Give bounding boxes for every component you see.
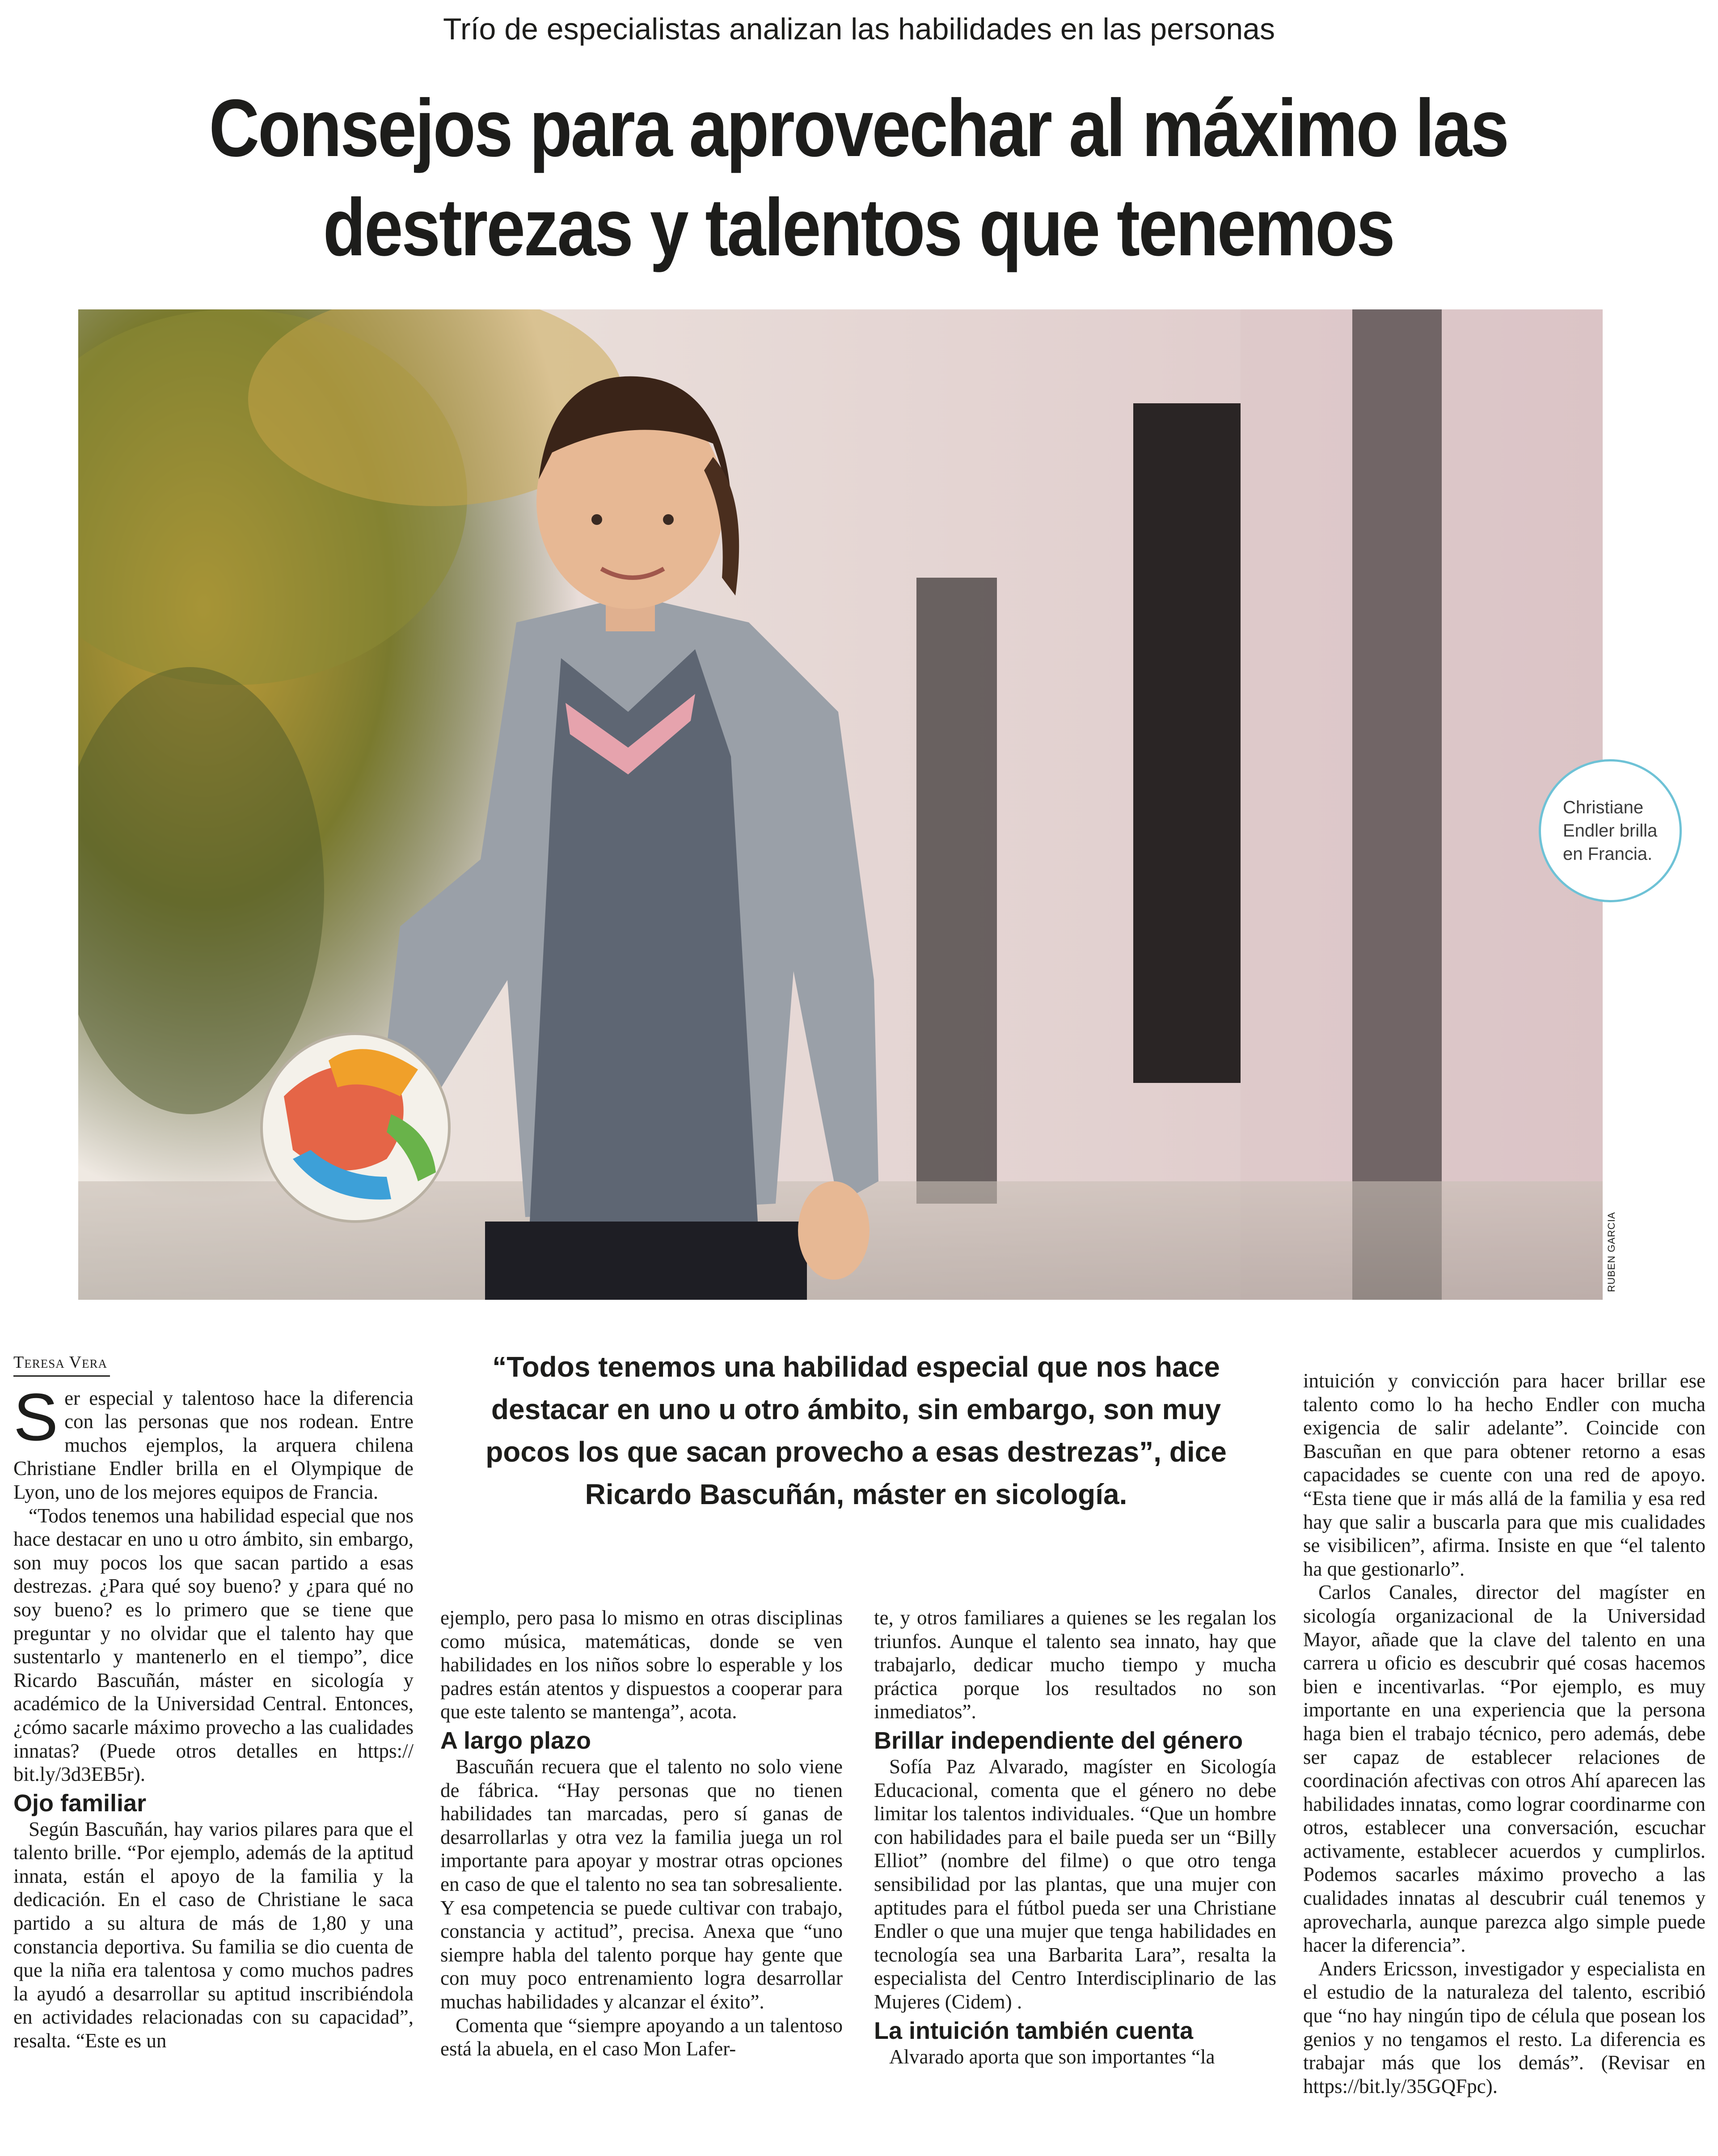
headline-line-1: Consejos para aprovechar al máximo las [209, 82, 1508, 173]
paragraph: intuición y convicción para hacer brillar ese talento como lo ha hecho Endler con mucha exigencia de salir adelante”. Coincide con Bascuñan en que para obtener retorno a esas capacidades se cuente con una red de apoyo. “Esta tiene que ir más allá de la familia y esa red hay que salir a buscarla para que mis cualidades se visibilicen”, afirma. Insiste en que “el talento ha que gestionarlo”. [1303, 1370, 1705, 1580]
drop-cap: S [13, 1379, 59, 1454]
photo-caption: Christiane Endler brilla en Francia. [1563, 798, 1658, 864]
paragraph: “Todos tenemos una habilidad especial que nos hace destacar en uno u otro ámbito, sin embargo, son muy pocos los que sacan partido a esas destrezas. ¿Para qué soy bueno? y ¿para qué no soy bueno? es lo primero que se tiene que preguntar y no olvidar que el talento hay que sustentarlo y mantenerlo en el tiempo”, dice Ricardo Bascuñán, máster en sicología y académico de la Universidad Central. Entonces, ¿cómo sacarle máximo provecho a las cualidades innatas? (Puede otros detalles en https:// bit.ly/3d3EB5r). [13, 1504, 414, 1786]
paragraph: te, y otros familiares a quienes se les regalan los triunfos. Aunque el talento sea innato, hay que trabajarlo, dedicar mucho tiempo y mucha práctica porque los resultados no son inmediatos”. [874, 1606, 1276, 1723]
window-bars [1133, 403, 1241, 1083]
window-bars [916, 578, 997, 1204]
paragraph: Alvarado aporta que son importantes “la [889, 2045, 1215, 2068]
paragraph: Comenta que “siempre apoyando a un talentoso está la abuela, en el caso Mon Lafer- [440, 2014, 843, 2060]
section-heading: La intuición también cuenta [874, 2017, 1194, 2044]
section-heading: Brillar independiente del género [874, 1727, 1243, 1754]
headline [166, 78, 1550, 277]
byline: Teresa Vera [13, 1351, 110, 1377]
kicker: Trío de especialistas analizan las habilidades en las personas [443, 12, 1275, 46]
paragraph: Anders Ericsson, investigador y especialista en el estudio de la naturaleza del talento, escribió que “no hay ningún tipo de célula que posean los genios y no tengamos el resto. La diferencia es trabajar más que los demás”. (Revisar en https://bit.ly/35GQFpc). [1303, 1957, 1705, 2097]
column-1 [13, 1349, 414, 2053]
photo-credit-text: RUBEN GARCIA [1606, 1212, 1617, 1292]
column-2 [440, 1606, 843, 2061]
paragraph: Bascuñán recuera que el talento no solo viene de fábrica. “Hay personas que no tienen habilidades tan marcadas, pero sí ganas de desarrollarlas y otra vez la familia juega un rol importante para apoyar y mostrar otras opciones en caso de que el talento no sea tan sobresaliente. Y esa competencia se puede cultivar con trabajo, constancia y actitud”, precisa. Anexa que “uno siempre habla del talento porque hay gente que con muy poco entrenamiento logra desarrollar muchas habilidades y alcanzar el éxito”. [440, 1755, 843, 2013]
photo-caption-bubble [1539, 759, 1682, 902]
paragraph: ejemplo, pero pasa lo mismo en otras disciplinas como música, matemáticas, donde se ven habilidades en los niños sobre lo esperable y los padres están atentos y dispuestos a cooperar para que este talento se mantenga”, acota. [440, 1606, 843, 1723]
soccer-ball [262, 1034, 449, 1222]
paragraph [13, 1379, 414, 1504]
photo-illustration [78, 309, 1603, 1300]
paragraph: Según Bascuñán, hay varios pilares para que el talento brille. “Por ejemplo, además de la aptitud innata, están el apoyo de la familia y la dedicación. En el caso de Christiane le saca partido a su altura de más de 1,80 y una constancia deportiva. Su familia se dio cuenta de que la niña era talentosa y como muchos padres la ayudó a desarrollar su aptitud inscribiéndola en actividades relacionadas con su capacidad”, resalta. “Este es un [13, 1818, 414, 2052]
paragraph-text: er especial y talentoso hace la diferencia con las personas que nos rodean. Entre muchos ejemplos, la arquera chilena Christiane Endler brilla en el Olympique de Lyon, uno de los mejores equipos de Francia. [13, 1387, 414, 1503]
paragraph: Carlos Canales, director del magíster en sicología organizacional de la Universidad Mayor, añade que la clave del talento en una carrera u oficio es descubrir qué cosas hacemos bien e incentivarlas. “Por ejemplo, es muy importante en una experiencia que la persona haga bien el trabajo técnico, pero además, debe ser capaz de establecer relaciones de coordinación afectivas con otros Ahí aparecen las habilidades innatas, como lograr coordinarme con otros, establecer una conversación, escuchar activamente, establecer acuerdos y cumplirlos. Podemos sacarles máximo provecho a las cualidades innatas al descubrir cuál tenemos y aprovecharla, aunque parezca algo simple puede hacer la diferencia”. [1303, 1581, 1705, 1957]
column-4 [1303, 1369, 1705, 2098]
section-heading: A largo plazo [440, 1727, 591, 1754]
pull-quote: “Todos tenemos una habilidad especial que nos hace destacar en uno u otro ámbito, sin embargo, son muy pocos los que sacan provecho a esas destrezas”, dice Ricardo Bascuñán, máster en sicología. [485, 1351, 1227, 1510]
section-heading: Ojo familiar [13, 1789, 147, 1817]
headline-line-2: destrezas y talentos que tenemos [323, 182, 1394, 273]
main-photo [78, 309, 1603, 1300]
photo-credit [1603, 1205, 1621, 1299]
column-3 [874, 1606, 1276, 2068]
paragraph: Sofía Paz Alvarado, magíster en Sicología Educacional, comenta que el género no debe limitar los talentos individuales. “Que un hombre con habilidades para el baile pueda ser un “Billy Elliot” (nombre del filme) o que otro tenga sensibilidad por las plantas, que una mujer con aptitudes para el fútbol pueda ser una Christiane Endler o que una mujer que tenga habilidades en tecnología sea una Barbarita Lara”, resalta la especialista del Centro Interdisciplinario de las Mujeres (Cidem) . [874, 1755, 1276, 2013]
